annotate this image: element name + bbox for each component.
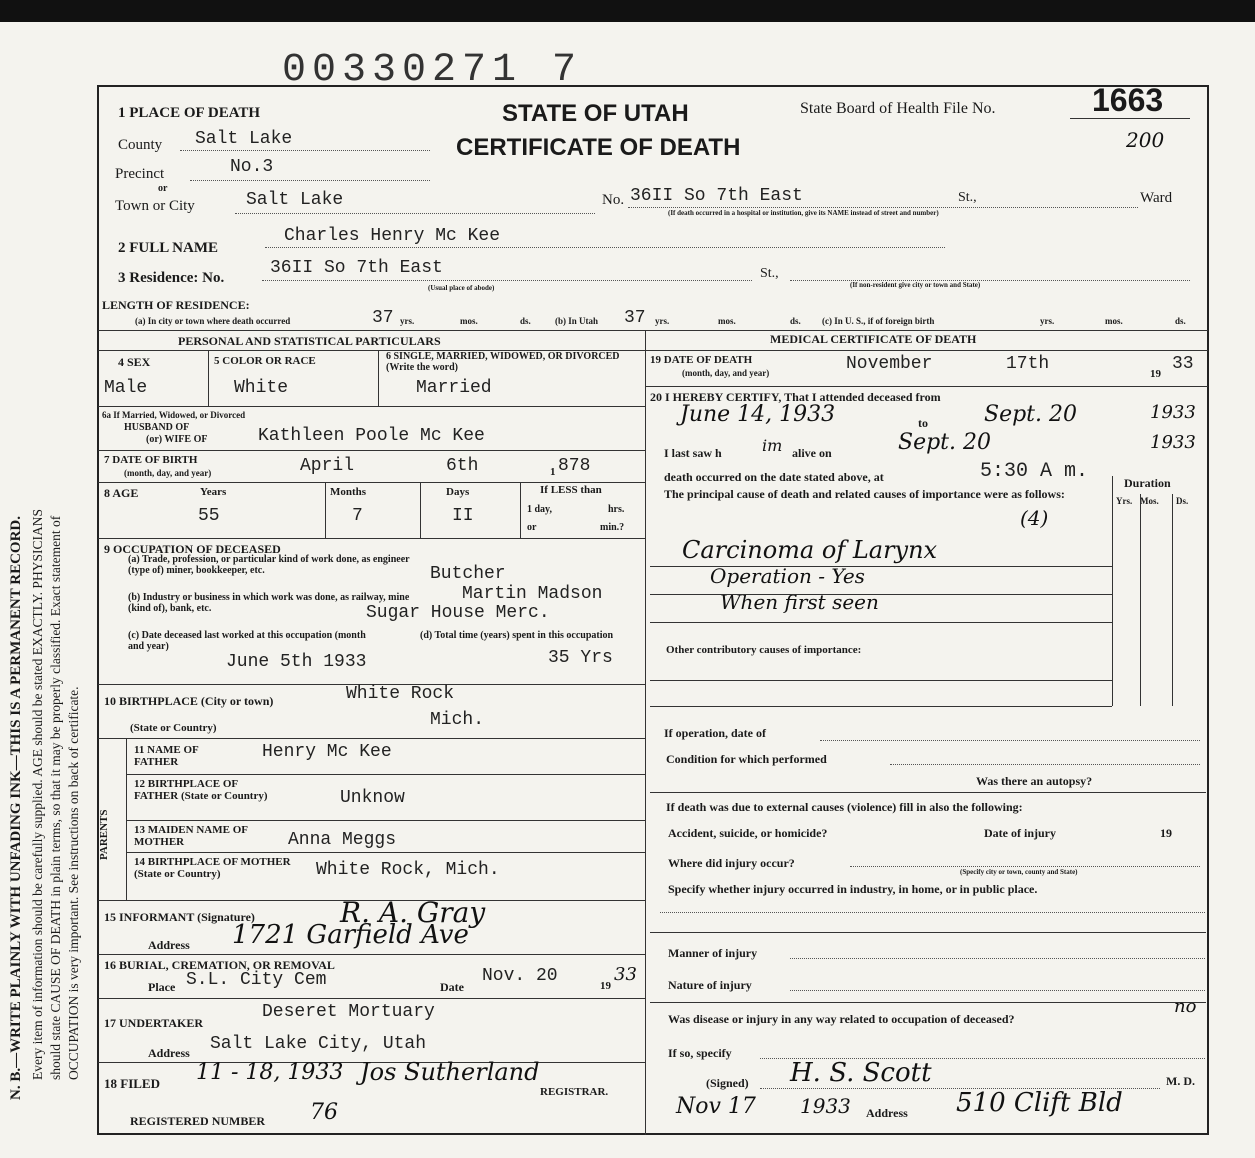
residence-utah-years: 37: [624, 308, 646, 328]
certificate-title: CERTIFICATE OF DEATH: [456, 134, 741, 161]
non-resident-note: (If non-resident give city or town and State): [850, 281, 981, 289]
precinct-value: No.3: [230, 157, 274, 177]
min-label: min.?: [600, 522, 625, 533]
birthplace-city: White Rock: [346, 684, 455, 704]
scan-top-edge: [0, 0, 1255, 22]
sex-value: Male: [104, 378, 148, 398]
yrs-label: yrs.: [400, 316, 415, 326]
undertaker-label: 17 UNDERTAKER: [104, 1016, 204, 1030]
physician-signature: H. S. Scott: [790, 1058, 932, 1088]
duration-yrs: Yrs.: [1116, 496, 1133, 506]
yrs-label-2: yrs.: [655, 316, 670, 326]
autopsy-label: Was there an autopsy?: [976, 774, 1093, 788]
attended-to-year: 1933: [1150, 402, 1196, 423]
external-causes-label: If death was due to external causes (violence) fill in also the following:: [666, 800, 1023, 814]
principal-cause-label: The principal cause of death and related causes of importance were as follows:: [664, 487, 1065, 501]
mother-value: Anna Meggs: [288, 830, 397, 850]
physician-sign-year: 1933: [800, 1094, 851, 1118]
precinct-label: Precinct: [115, 166, 165, 182]
where-injury-label: Where did injury occur?: [668, 856, 795, 870]
residence-value: 36II So 7th East: [270, 258, 443, 278]
death-occurred-label: death occurred on the date stated above, at: [664, 470, 884, 484]
usual-abode-note: (Usual place of abode): [428, 284, 495, 292]
state-title: STATE OF UTAH: [502, 100, 689, 127]
occupation-related-label: Was disease or injury in any way related to occupation of deceased?: [668, 1012, 1015, 1026]
if-so-label: If so, specify: [668, 1046, 732, 1060]
length-residence-label: LENGTH OF RESIDENCE:: [102, 298, 250, 312]
nature-label: Nature of injury: [668, 978, 752, 992]
st-label: St.,: [958, 190, 977, 205]
date-of-death-month: November: [846, 354, 933, 374]
father-value: Henry Mc Kee: [262, 742, 392, 762]
operation-label: If operation, date of: [664, 726, 766, 740]
age-days: II: [452, 506, 474, 526]
certify-label: 20 I HEREBY CERTIFY, That I attended deceased from: [650, 390, 941, 404]
cause-number: (4): [1020, 506, 1049, 530]
occupation-b-value-2: Sugar House Merc.: [366, 603, 550, 623]
cause-line-3: When first seen: [720, 590, 879, 614]
informant-address-label: Address: [148, 938, 190, 952]
undertaker-value: Deseret Mortuary: [262, 1002, 435, 1022]
or-label: or: [158, 183, 168, 194]
marital-value: Married: [416, 378, 492, 398]
occupation-c-value: June 5th 1933: [226, 652, 367, 672]
residence-label: 3 Residence: No.: [118, 270, 225, 286]
burial-year: 33: [614, 964, 637, 985]
color-label: 5 COLOR OR RACE: [214, 355, 316, 367]
birthplace-state-label: (State or Country): [130, 722, 217, 734]
less-than-label: If LESS than: [540, 484, 602, 496]
where-injury-note: (Specify city or town, county and State): [960, 868, 1078, 876]
attended-to: Sept. 20: [984, 402, 1077, 427]
occupation-d-value: 35 Yrs: [548, 648, 613, 668]
burial-place: S.L. City Cem: [186, 970, 327, 990]
residence-us-label: (c) In U. S., if of foreign birth: [822, 316, 935, 326]
ward-label: Ward: [1140, 190, 1173, 206]
registrar-label: REGISTRAR.: [540, 1086, 609, 1098]
last-saw-mid: im: [762, 436, 783, 455]
spouse-label-b: HUSBAND OF: [124, 422, 190, 433]
signed-label: (Signed): [706, 1076, 749, 1090]
residence-utah-label: (b) In Utah: [555, 316, 599, 326]
yrs-label-3: yrs.: [1040, 316, 1055, 326]
burial-year-prefix: 19: [600, 980, 611, 992]
residence-st-label: St.,: [760, 266, 779, 281]
cause-line-2: Operation - Yes: [710, 564, 865, 588]
age-months: 7: [352, 506, 363, 526]
duration-mos: Mos.: [1140, 496, 1159, 506]
days-label: Days: [446, 486, 470, 498]
spouse-label-a: 6a If Married, Widowed, or Divorced: [102, 410, 246, 420]
marital-label: 6 SINGLE, MARRIED, WIDOWED, OR DIVORCED (Write the word): [386, 351, 620, 373]
specify-place-label: Specify whether injury occurred in industry, in home, or in public place.: [668, 882, 1038, 896]
spouse-value: Kathleen Poole Mc Kee: [258, 426, 485, 446]
mother-label: 13 MAIDEN NAME OF MOTHER: [134, 824, 248, 848]
dob-day: 6th: [446, 456, 479, 476]
registered-number-label: REGISTERED NUMBER: [130, 1114, 266, 1128]
county-label: County: [118, 137, 163, 153]
attended-to-label: to: [918, 416, 928, 430]
parents-side-label: PARENTS: [98, 809, 110, 860]
file-number: 1663: [1092, 82, 1164, 118]
registered-number: 76: [310, 1100, 338, 1125]
md-label: M. D.: [1166, 1074, 1195, 1088]
street-no-label: No.: [602, 192, 625, 208]
mos-label: mos.: [460, 316, 478, 326]
alive-date: Sept. 20: [898, 430, 991, 455]
county-value: Salt Lake: [195, 129, 293, 149]
town-value: Salt Lake: [246, 190, 344, 210]
full-name-label: 2 FULL NAME: [118, 240, 219, 256]
or-min-label: or: [527, 522, 537, 533]
alive-on-label: alive on: [792, 446, 832, 460]
attended-from: June 14, 1933: [680, 402, 836, 427]
hospital-note: (If death occurred in a hospital or institution, give its NAME instead of street and number): [668, 209, 939, 217]
color-value: White: [234, 378, 289, 398]
informant-signature: R. A. Gray: [340, 896, 486, 929]
birthplace-state: Mich.: [430, 710, 485, 730]
register-stamp: 00330271 7: [282, 48, 583, 93]
physician-sign-date: Nov 17: [676, 1094, 756, 1119]
town-label: Town or City: [115, 198, 195, 214]
file-no-label: State Board of Health File No.: [800, 100, 996, 117]
registrar-signature: Jos Sutherland: [360, 1058, 540, 1086]
occupation-a-label: (a) Trade, profession, or particular kind of work done, as engineer (type of) miner, bookkeeper, etc.: [128, 554, 410, 576]
death-year-prefix: 19: [1150, 368, 1161, 380]
duration-label: Duration: [1124, 476, 1171, 490]
months-label: Months: [330, 486, 367, 498]
father-birthplace-value: Unknow: [340, 788, 405, 808]
age-years: 55: [198, 506, 220, 526]
dob-sub-label: (month, day, and year): [124, 468, 212, 478]
other-causes-label: Other contributory causes of importance:: [666, 644, 862, 656]
margin-instruction-2: should state CAUSE OF DEATH in plain terms, so that it may be properly classified. Exact statement of: [48, 515, 63, 1080]
physician-address: 510 Clift Bld: [956, 1088, 1123, 1118]
years-label: Years: [200, 486, 227, 498]
accident-label: Accident, suicide, or homicide?: [668, 826, 828, 840]
burial-place-label: Place: [148, 980, 176, 994]
age-label: 8 AGE: [104, 486, 139, 500]
date-of-death-day: 17th: [1006, 354, 1050, 374]
ds-label-3: ds.: [1175, 316, 1186, 326]
undertaker-address: Salt Lake City, Utah: [210, 1034, 427, 1054]
ds-label-2: ds.: [790, 316, 801, 326]
margin-instruction-3: OCCUPATION is very important. See instructions on back of certificate.: [66, 686, 81, 1080]
birthplace-label: 10 BIRTHPLACE (City or town): [104, 694, 274, 708]
occupation-a-value: Butcher: [430, 564, 506, 584]
manner-label: Manner of injury: [668, 946, 758, 960]
dob-year-prefix: 1: [550, 466, 556, 478]
file-sub-number: 200: [1126, 128, 1165, 152]
margin-warning: N. B.—WRITE PLAINLY WITH UNFADING INK—THIS IS A PERMANENT RECORD.: [8, 516, 24, 1100]
cause-line-1: Carcinoma of Larynx: [682, 536, 938, 564]
burial-date-label: Date: [440, 980, 464, 994]
place-of-death-header: 1 PLACE OF DEATH: [118, 105, 261, 121]
residence-city-years: 37: [372, 308, 394, 328]
physician-address-label: Address: [866, 1106, 908, 1120]
mother-birthplace-label: 14 BIRTHPLACE OF MOTHER (State or Country): [134, 856, 291, 880]
dob-year: 878: [558, 456, 591, 476]
dob-month: April: [300, 456, 355, 476]
ds-label: ds.: [520, 316, 531, 326]
burial-date: Nov. 20: [482, 966, 558, 986]
mos-label-2: mos.: [718, 316, 736, 326]
sex-label: 4 SEX: [118, 355, 151, 369]
injury-year-prefix: 19: [1160, 826, 1172, 840]
hrs-label: hrs.: [608, 504, 625, 515]
spouse-label-c: (or) WIFE OF: [146, 434, 208, 445]
date-of-death-sub: (month, day, and year): [682, 368, 770, 378]
margin-instruction-1: Every item of information should be carefully supplied. AGE should be stated EXACTLY. PHYSICIANS: [30, 509, 45, 1080]
mother-birthplace-value: White Rock, Mich.: [316, 860, 500, 880]
undertaker-address-label: Address: [148, 1046, 190, 1060]
residence-city-label: (a) In city or town where death occurred: [135, 316, 291, 326]
mos-label-3: mos.: [1105, 316, 1123, 326]
father-label: 11 NAME OF FATHER: [134, 744, 199, 768]
alive-year: 1933: [1150, 432, 1196, 453]
injury-date-label: Date of injury: [984, 826, 1056, 840]
father-birthplace-label: 12 BIRTHPLACE OF FATHER (State or Country): [134, 778, 268, 802]
filed-date: 11 - 18, 1933: [196, 1060, 344, 1085]
time-of-death: 5:30 A m.: [980, 460, 1089, 483]
last-saw-label: I last saw h: [664, 446, 722, 460]
duration-ds: Ds.: [1176, 496, 1189, 506]
death-year: 33: [1172, 354, 1194, 374]
personal-section-header: PERSONAL AND STATISTICAL PARTICULARS: [178, 334, 441, 348]
street-value: 36II So 7th East: [630, 186, 803, 206]
condition-label: Condition for which performed: [666, 752, 827, 766]
informant-label: 15 INFORMANT (Signature): [104, 910, 255, 924]
occupation-header: 9 OCCUPATION OF DECEASED: [104, 542, 281, 556]
filed-label: 18 FILED: [104, 1076, 160, 1091]
date-of-death-label: 19 DATE OF DEATH: [650, 354, 753, 366]
medical-section-header: MEDICAL CERTIFICATE OF DEATH: [770, 332, 977, 346]
occupation-c-label: (c) Date deceased last worked at this occupation (month and year): [128, 630, 366, 652]
occupation-d-label: (d) Total time (years) spent in this occupation: [420, 630, 614, 641]
occupation-b-value-1: Martin Madson: [462, 584, 603, 604]
full-name-value: Charles Henry Mc Kee: [284, 226, 501, 246]
occupation-related-answer: no: [1174, 996, 1197, 1017]
burial-label: 16 BURIAL, CREMATION, OR REMOVAL: [104, 958, 335, 972]
less-day-label: 1 day,: [527, 504, 553, 515]
informant-address: 1721 Garfield Ave: [232, 920, 469, 950]
dob-label: 7 DATE OF BIRTH: [104, 454, 198, 466]
occupation-b-label: (b) Industry or business in which work was done, as railway, mine (kind of), bank, etc.: [128, 592, 410, 614]
